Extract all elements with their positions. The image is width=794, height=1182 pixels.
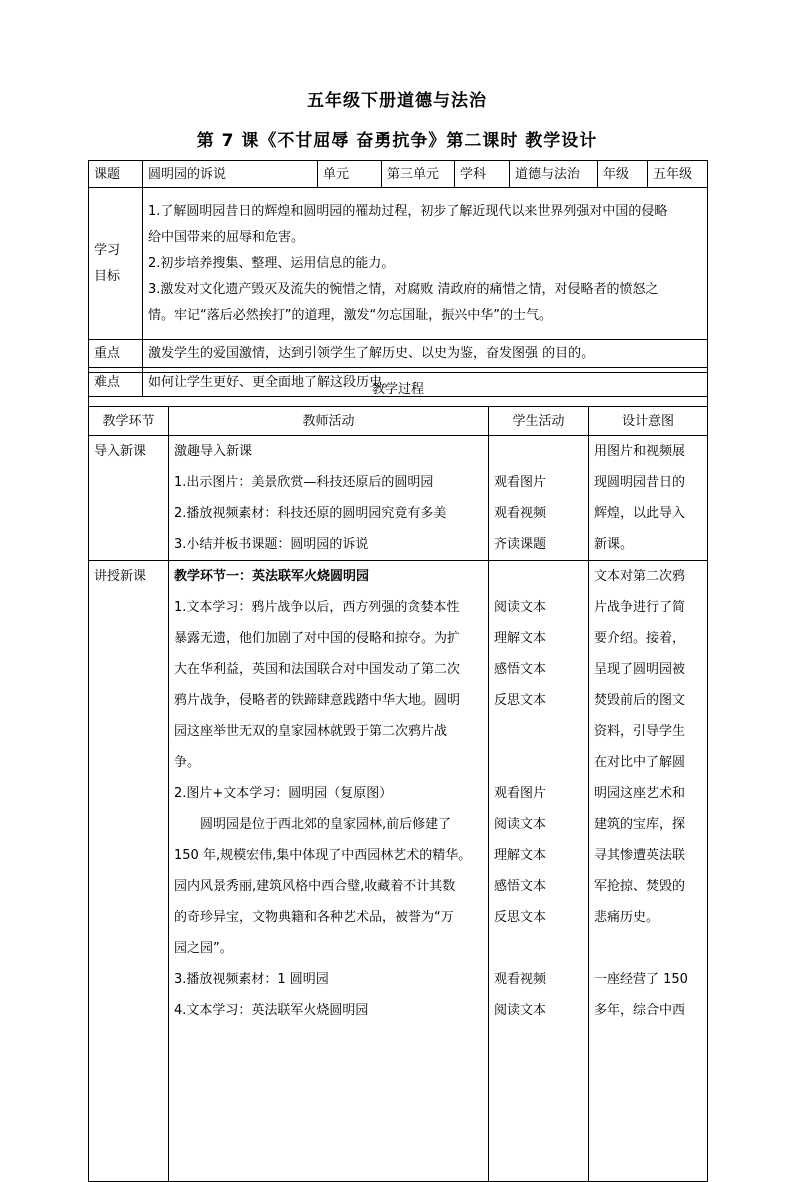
teacher-line: 4.文本学习：英法联军火烧圆明园 <box>174 1003 369 1018</box>
intent-line: 军抢掠、焚毁的 <box>594 879 686 894</box>
intent-line: 片战争进行了简 <box>594 600 686 615</box>
goals-text <box>143 188 708 340</box>
goals-label-line: 学习 <box>94 242 121 258</box>
goals-label-line: 目标 <box>94 268 121 284</box>
intent-line: 悲痛历史。 <box>594 910 660 925</box>
intent-line: 建筑的宝库，探 <box>594 817 686 832</box>
key-point-text: 激发学生的爱国激情，达到引领学生了解历史、以史为鉴，奋发图强 的目的。 <box>143 340 708 368</box>
col-header-intent: 设计意图 <box>589 407 708 436</box>
intent-line: 新课。 <box>594 537 634 552</box>
grade-value: 五年级 <box>648 161 708 188</box>
student-line: 阅读文本 <box>494 1003 547 1018</box>
student-line: 反思文本 <box>494 693 547 708</box>
intent-line: 文本对第二次鸦 <box>594 569 686 584</box>
process-title: 教学过程 <box>89 373 708 407</box>
goal-line: 给中国带来的屈辱和危害。 <box>148 229 305 245</box>
intent-line: 多年，综合中西 <box>594 1003 686 1018</box>
unit-label: 单元 <box>318 161 382 188</box>
intent-line: 一座经营了 150 <box>594 972 688 987</box>
teacher-line: 园这座举世无双的皇家园林就毁于第二次鸦片战 <box>174 724 448 739</box>
lecture-teacher-activity <box>169 561 489 1182</box>
student-line: 观看图片 <box>494 786 547 801</box>
student-line: 观看图片 <box>494 475 547 490</box>
intent-line: 明园这座艺术和 <box>594 786 686 801</box>
col-header-teacher: 教师活动 <box>169 407 489 436</box>
lecture-stage <box>89 561 169 1182</box>
teacher-line: 的奇珍异宝，文物典籍和各种艺术品，被誉为“万 <box>174 910 454 925</box>
student-line: 理解文本 <box>494 848 547 863</box>
teacher-line: 3.播放视频素材：1 圆明园 <box>174 972 329 987</box>
process-title-row <box>89 373 708 407</box>
goal-line: 1.了解圆明园昔日的辉煌和圆明园的罹劫过程，初步了解近现代以来世界列强对中国的侵略 <box>148 203 668 219</box>
intent-line: 焚毁前后的图文 <box>594 693 686 708</box>
difficulty-label: 难点 <box>89 368 143 397</box>
intro-teacher-activity <box>169 436 489 561</box>
goals-label <box>89 188 143 340</box>
teacher-line: 2.播放视频素材：科技还原的圆明园究竟有多美 <box>174 506 447 521</box>
student-line: 观看视频 <box>494 972 547 987</box>
key-point-row <box>89 340 708 368</box>
lesson-info-table <box>88 160 708 397</box>
subject-label: 学科 <box>455 161 510 188</box>
student-line: 感悟文本 <box>494 879 547 894</box>
lecture-row <box>89 561 708 1182</box>
intent-line: 在对比中了解圆 <box>594 755 686 770</box>
lecture-student-activity <box>489 561 589 1182</box>
topic-value: 圆明园的诉说 <box>143 161 318 188</box>
student-line: 阅读文本 <box>494 600 547 615</box>
col-header-student: 学生活动 <box>489 407 589 436</box>
col-header-stage: 教学环节 <box>89 407 169 436</box>
intro-student-activity <box>489 436 589 561</box>
topic-label: 课题 <box>89 161 143 188</box>
student-line: 观看视频 <box>494 506 547 521</box>
teacher-line: 园之园”。 <box>174 941 233 956</box>
process-header-row <box>89 407 708 436</box>
intent-line: 用图片和视频展 <box>594 444 686 459</box>
teacher-line: 暴露无遗，他们加剧了对中国的侵略和掠夺。为扩 <box>174 631 461 646</box>
teaching-process-table <box>88 372 708 1182</box>
document-title: 五年级下册道德与法治 <box>307 91 487 111</box>
teacher-line: 争。 <box>174 755 201 770</box>
lecture-design-intent <box>589 561 708 1182</box>
intro-design-intent <box>589 436 708 561</box>
student-line: 齐读课题 <box>494 537 547 552</box>
intent-line: 资料，引导学生 <box>594 724 686 739</box>
intent-line: 要介绍。接着， <box>594 631 686 646</box>
key-point-label: 重点 <box>89 340 143 368</box>
subject-value: 道德与法治 <box>510 161 598 188</box>
intent-line: 现圆明园昔日的 <box>594 475 686 490</box>
intent-line: 呈现了圆明园被 <box>594 662 686 677</box>
section-heading: 教学环节一：英法联军火烧圆明园 <box>174 569 370 584</box>
teacher-line: 大在华利益，英国和法国联合对中国发动了第二次 <box>174 662 461 677</box>
difficulty-text: 如何让学生更好、更全面地了解这段历史。 <box>143 368 708 397</box>
intent-line: 寻其惨遭英法联 <box>594 848 686 863</box>
student-line: 阅读文本 <box>494 817 547 832</box>
lesson-subtitle: 第 7 课《不甘屈辱 奋勇抗争》第二课时 教学设计 <box>196 131 598 151</box>
teacher-line: 150 年,规模宏伟,集中体现了中西园林艺术的精华。 <box>174 848 472 863</box>
goal-line: 情。牢记“落后必然挨打”的道理，激发“勿忘国耻，振兴中华”的士气。 <box>148 307 552 323</box>
stage-label: 导入新课 <box>94 444 147 459</box>
intent-line: 辉煌，以此导入 <box>594 506 686 521</box>
stage-label: 讲授新课 <box>94 569 147 584</box>
intro-stage <box>89 436 169 561</box>
teacher-line: 圆明园是位于西北郊的皇家园林,前后修建了 <box>200 817 452 832</box>
goal-line: 3.激发对文化遗产毁灭及流失的惋惜之情，对腐败 清政府的痛惜之情，对侵略者的愤怒之 <box>148 281 659 297</box>
goal-line: 2.初步培养搜集、整理、运用信息的能力。 <box>148 255 395 271</box>
intro-row <box>89 436 708 561</box>
teacher-line: 3.小结并板书课题：圆明园的诉说 <box>174 537 369 552</box>
teacher-line: 1.出示图片：美景欣赏—科技还原后的圆明园 <box>174 475 434 490</box>
teacher-line: 激趣导入新课 <box>174 444 253 459</box>
teacher-line: 1.文本学习：鸦片战争以后，西方列强的贪婪本性 <box>174 600 460 615</box>
grade-label: 年级 <box>598 161 648 188</box>
goals-row <box>89 188 708 340</box>
student-line: 理解文本 <box>494 631 547 646</box>
unit-value: 第三单元 <box>382 161 455 188</box>
student-line: 反思文本 <box>494 910 547 925</box>
teacher-line: 鸦片战争，侵略者的铁蹄肆意践踏中华大地。圆明 <box>174 693 461 708</box>
info-row <box>89 161 708 188</box>
teacher-line: 园内风景秀丽,建筑风格中西合璧,收藏着不计其数 <box>174 879 456 894</box>
student-line: 感悟文本 <box>494 662 547 677</box>
teacher-line: 2.图片+文本学习：圆明园（复原图） <box>174 786 393 801</box>
